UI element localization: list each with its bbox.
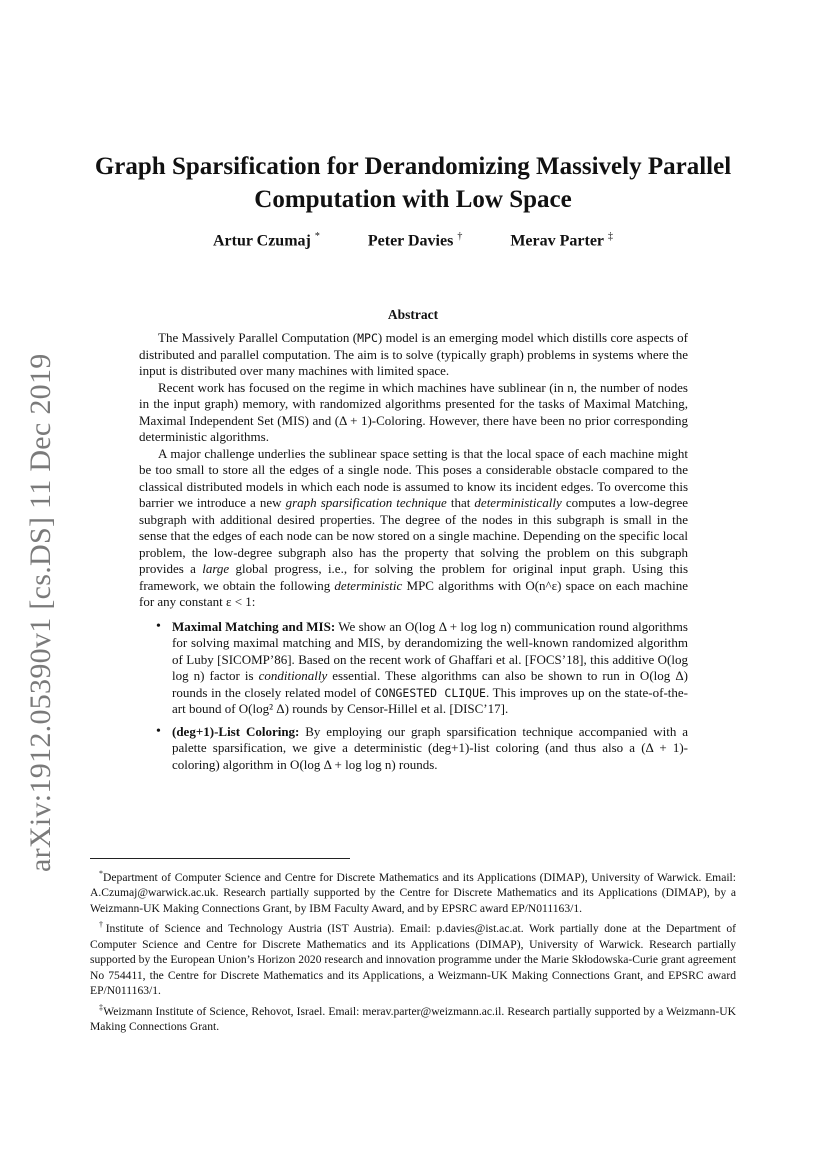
footnote: *Department of Computer Science and Centre for Discrete Mathematics and its Applications (DIMAP), University of Warwick. Email: A.Czumaj@warwick.ac.uk. Research partially supported by the Centre for Discrete Mathematics and its Applications (DIMAP), by a Weizmann-UK Making Connections Grant, by IBM Faculty Award, and by EPSRC award EP/N011163/1. [90,869,736,915]
paper-title: Graph Sparsification for Derandomizing Massively Parallel Computation with Low Space [94,153,732,213]
abstract-heading: Abstract [387,307,439,322]
footnote-divider [90,858,350,859]
results-list [139,619,688,774]
author: Peter Davies † [367,231,463,250]
arxiv-identifier-stamp: arXiv:1912.05390v1 [cs.DS] 11 Dec 2019 [24,353,57,872]
abstract-body [139,330,688,779]
abstract-paragraph: Recent work has focused on the regime in which machines have sublinear (in n, the number of nodes in the input graph) memory, with randomized algorithms presented for the tasks of Maximal Matching, Maximal Independent Set (MIS) and (Δ + 1)-Coloring. However, there have been no prior corresponding deterministic algorithms. [139,379,688,444]
list-item: • Maximal Matching and MIS: We show an O(log Δ + log log n) communication round algorithms for solving maximal matching and MIS, by derandomizing the well-known randomized algorithm of Luby [SICOMP’86]. Based on the recent work of Ghaffari et al. [FOCS’18], this additive O(log log n) factor is conditionally essential. These algorithms can also be shown to run in O(log Δ) rounds in the closely related model of CONGESTED CLIQUE. This improves up on the state-of-the-art bound of O(log² Δ) rounds by Censor-Hillel et al. [DISC’17]. [172,619,688,718]
footnotes [90,866,736,1036]
list-item: • (deg+1)-List Coloring: By employing our graph sparsification technique accompanied with a palette sparsification, we give a deterministic (deg+1)-list coloring (and thus also a (Δ + 1)-coloring) algorithm in O(log Δ + log log n) rounds. [172,724,688,774]
abstract-paragraph: A major challenge underlies the sublinear space setting is that the local space of each machine might be too small to store all the edges of a single node. This poses a considerable obstacle compared to the classical distributed models in which each node is assumed to know its incident edges. To overcome this barrier we introduce a new graph sparsification technique that deterministically computes a low-degree subgraph with additional desired properties. The degree of the nodes in this subgraph is small in the sense that the edges of each node can be now stored on a single machine. Depending on the specific local problem, the low-degree subgraph also has the property that solving the problem on this subgraph provides a large global progress, i.e., for solving the problem for original input graph. Using this framework, we obtain the following deterministic MPC algorithms with O(n^ε) space on each machine for any constant ε < 1: [139,445,689,609]
footnote: †Institute of Science and Technology Austria (IST Austria). Email: p.davies@ist.ac.at. Work partially done at the Department of Computer Science and Centre for Discrete Mathematics and its Applications (DIMAP), University of Warwick. Research partially supported by the European Union’s Horizon 2020 research and innovation programme under the Marie Skłodowska-Curie grant agreement No 754411, the Centre for Discrete Mathematics and its Applications, a Weizmann-UK Making Connections Grant, and EPSRC award EP/N011163/1. [90,920,736,998]
footnote: ‡Weizmann Institute of Science, Rehovot, Israel. Email: merav.parter@weizmann.ac.il. Research partially supported by a Weizmann-UK Making Connections Grant. [90,1002,736,1034]
author-list [90,231,736,250]
author: Merav Parter ‡ [510,231,614,250]
author: Artur Czumaj * [212,231,320,250]
abstract-paragraph: The Massively Parallel Computation (MPC) model is an emerging model which distills core aspects of distributed and parallel computation. The aim is to solve (typically graph) problems in systems where the input is distributed over many machines with limited space. [139,330,688,378]
